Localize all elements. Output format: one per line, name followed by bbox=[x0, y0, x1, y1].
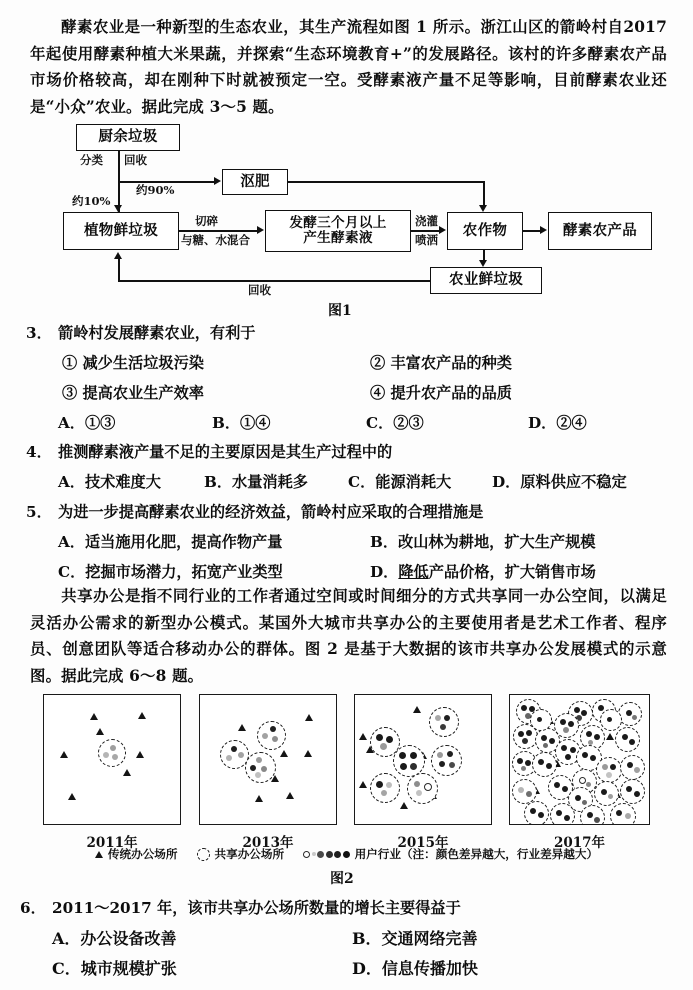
traditional-office-marker bbox=[60, 751, 68, 758]
question-6-option-d[interactable]: D．信息传播加快 bbox=[352, 959, 478, 978]
user-industry-dot bbox=[625, 813, 631, 819]
flow-box-agri-fresh-waste-label: 农业鲜垃圾 bbox=[449, 271, 523, 289]
flow-box-crops bbox=[447, 212, 523, 250]
panel-2011-label: 2011年 bbox=[86, 835, 138, 851]
question-5-option-d-underline: 降低 bbox=[398, 563, 429, 581]
flow-box-crops-label: 农作物 bbox=[462, 221, 508, 239]
user-industry-dot bbox=[602, 764, 608, 770]
question-3-option-d[interactable]: D．②④ bbox=[528, 414, 587, 432]
question-5-stem: 为进一步提高酵素农业的经济效益，箭岭村应采取的合理措施是 bbox=[58, 503, 484, 521]
flow-line-crops-down bbox=[483, 250, 485, 260]
legend-traditional-label: 传统办公场所 bbox=[107, 847, 178, 861]
user-industry-dot bbox=[410, 752, 417, 759]
user-industry-dot bbox=[594, 734, 600, 740]
user-industry-dot bbox=[414, 781, 420, 787]
user-industry-dot bbox=[579, 777, 586, 784]
question-5-number: 5． bbox=[26, 503, 52, 521]
shared-office-cluster bbox=[431, 745, 462, 776]
flow-label-mix: 与糖、水混合 bbox=[181, 233, 250, 247]
user-industry-dot bbox=[570, 747, 576, 753]
question-3-statement-2: ② 丰富农产品的种类 bbox=[370, 354, 512, 372]
flow-box-enzyme-products bbox=[548, 212, 652, 250]
traditional-office-marker bbox=[136, 751, 144, 758]
traditional-office-marker bbox=[68, 793, 76, 800]
shared-office-cluster bbox=[98, 739, 126, 767]
question-4-stem: 推测酵素液产量不足的主要原因是其生产过程中的 bbox=[58, 443, 393, 461]
flow-box-compost bbox=[222, 169, 288, 195]
panel-2015 bbox=[354, 694, 492, 825]
flow-arrow-to-crops bbox=[439, 226, 446, 234]
traditional-office-marker bbox=[400, 802, 408, 809]
shared-office-cluster bbox=[370, 773, 400, 803]
traditional-office-marker bbox=[255, 795, 263, 802]
user-industry-dot bbox=[521, 766, 526, 771]
flow-label-irrigate: 浇灌 bbox=[415, 214, 438, 228]
question-6-stem: 2011～2017 年，该市共享办公场所数量的增长主要得益于 bbox=[52, 899, 461, 917]
passage-1-text: 酵素农业是一种新型的生态农业，其生产流程如图 1 所示。浙江山区的箭岭村自2017 年起使用酵素种植大米果蔬，并探索“生态环境教育+”的发展路径。该村的许多酵素农产品市场价格较高，却在刚种下时就被预定一空。受酵素液产量不足等影响，目前酵素农业还是“小众”农业。据此完成 3～5 题。 bbox=[30, 18, 667, 116]
question-3-statement-4: ④ 提升农产品的品质 bbox=[370, 384, 512, 402]
user-industry-dot bbox=[250, 765, 256, 771]
user-industry-dot bbox=[546, 763, 552, 769]
user-industry-dot bbox=[607, 717, 612, 722]
user-industry-dot bbox=[376, 781, 383, 788]
flow-arrow-crops-to-agriwaste bbox=[479, 260, 487, 267]
legend-industry-label: 用户行业（注：颜色差异越大，行业差异越大） bbox=[354, 847, 599, 861]
question-5-option-c[interactable]: C．挖掘市场潜力，拓宽产业类型 bbox=[58, 563, 283, 581]
user-industry-dot bbox=[587, 812, 593, 818]
shared-office-cluster bbox=[596, 757, 622, 783]
user-industry-dot bbox=[629, 739, 635, 745]
flow-box-ferment-label-line2: 产生酵素液 bbox=[303, 230, 373, 246]
user-industry-dot bbox=[226, 755, 232, 761]
panel-2011 bbox=[43, 694, 181, 825]
flow-label-recycle-top: 回收 bbox=[124, 153, 147, 167]
traditional-office-marker bbox=[123, 769, 131, 776]
question-3-number: 3． bbox=[26, 324, 52, 342]
shared-office-cluster bbox=[530, 709, 552, 731]
shared-office-cluster bbox=[407, 773, 438, 804]
user-industry-dot bbox=[381, 790, 387, 796]
shared-office-cluster bbox=[550, 803, 575, 825]
panel-2017 bbox=[509, 694, 650, 825]
question-6-option-b[interactable]: B．交通网络完善 bbox=[352, 929, 478, 948]
user-industry-dot bbox=[380, 743, 387, 750]
user-industry-dot bbox=[538, 759, 544, 765]
traditional-office-marker bbox=[96, 728, 104, 735]
question-3-stem: 箭岭村发展酵素农业，有利于 bbox=[58, 324, 256, 342]
user-industry-dot bbox=[272, 736, 278, 742]
user-industry-dot bbox=[399, 752, 406, 759]
traditional-office-marker bbox=[286, 792, 294, 799]
user-industry-dot bbox=[590, 755, 596, 761]
question-6-number: 6． bbox=[20, 899, 46, 917]
user-industry-dot bbox=[262, 733, 268, 739]
question-5-option-b[interactable]: B．改山林为耕地，扩大生产规模 bbox=[370, 533, 596, 551]
shared-office-cluster bbox=[245, 752, 276, 783]
user-industry-dot bbox=[526, 791, 532, 797]
flow-arrow-to-plant-waste bbox=[114, 205, 122, 212]
traditional-office-marker bbox=[413, 706, 421, 713]
figure-2-caption: 图2 bbox=[330, 871, 354, 887]
user-industry-dot bbox=[565, 754, 571, 760]
flow-box-enzyme-products-label: 酵素农产品 bbox=[563, 221, 637, 239]
user-industry-dot bbox=[386, 736, 393, 743]
user-industry-dot bbox=[560, 719, 566, 725]
user-industry-dot bbox=[622, 734, 628, 740]
user-industry-dot bbox=[598, 705, 604, 711]
user-industry-dot bbox=[522, 738, 528, 744]
user-industry-dot bbox=[440, 724, 446, 730]
user-industry-dot bbox=[435, 715, 441, 721]
flow-box-ferment-label-line1: 发酵三个月以上 bbox=[289, 214, 387, 231]
flow-arrow-to-compost bbox=[214, 177, 221, 185]
user-industry-dot bbox=[261, 766, 267, 772]
user-industry-dot bbox=[447, 751, 453, 757]
user-industry-dot bbox=[541, 735, 547, 741]
traditional-office-marker bbox=[304, 750, 312, 757]
user-industry-dot bbox=[627, 762, 633, 768]
shared-office-cluster bbox=[429, 707, 459, 737]
user-industry-dot bbox=[594, 817, 600, 823]
question-3-option-c[interactable]: C．②③ bbox=[366, 414, 424, 432]
passage-1 bbox=[30, 14, 667, 120]
user-industry-dot bbox=[416, 790, 422, 796]
user-industry-dot bbox=[238, 752, 244, 758]
user-industry-dot bbox=[581, 710, 587, 716]
traditional-office-marker bbox=[280, 750, 288, 757]
question-4-number: 4． bbox=[26, 443, 52, 461]
flow-line-plant-to-ferment bbox=[179, 230, 257, 232]
user-industry-dot bbox=[561, 745, 567, 751]
shared-office-cluster bbox=[620, 779, 645, 804]
flow-label-spray: 喷洒 bbox=[415, 233, 438, 247]
user-industry-dot bbox=[537, 717, 542, 722]
flow-label-pct10: 约10% bbox=[72, 194, 111, 208]
user-industry-dot bbox=[449, 762, 455, 768]
user-industry-dot bbox=[270, 726, 276, 732]
flow-arrow-compost-to-crops bbox=[479, 205, 487, 212]
triangle-icon bbox=[95, 851, 103, 858]
flow-box-kitchen-waste bbox=[76, 124, 180, 151]
question-5-option-d[interactable]: D．降低产品价格，扩大销售市场 bbox=[370, 563, 596, 581]
question-4-option-b[interactable]: B．水量消耗多 bbox=[204, 473, 308, 491]
user-industry-dot bbox=[575, 795, 581, 801]
flow-box-compost-label: 沤肥 bbox=[240, 172, 270, 190]
user-industry-dot bbox=[549, 738, 555, 744]
user-industry-dot bbox=[568, 721, 574, 727]
question-5-option-d-rest: 产品价格，扩大销售市场 bbox=[428, 563, 596, 581]
question-6-option-a[interactable]: A．办公设备改善 bbox=[52, 929, 177, 948]
legend-item-shared bbox=[197, 846, 285, 862]
user-industry-dot bbox=[400, 763, 407, 770]
shared-office-cluster bbox=[580, 805, 605, 825]
panel-2017-label: 2017年 bbox=[553, 835, 606, 851]
shared-office-cluster bbox=[594, 781, 619, 806]
legend-shared-label: 共享办公场所 bbox=[214, 847, 285, 861]
user-industry-dot bbox=[606, 772, 612, 778]
user-industry-dot bbox=[231, 746, 237, 752]
traditional-office-marker bbox=[238, 724, 246, 731]
user-industry-dot bbox=[103, 752, 109, 758]
user-industry-dot bbox=[586, 731, 592, 737]
user-industry-dot bbox=[110, 745, 116, 751]
user-industry-dot bbox=[554, 782, 560, 788]
user-industry-dot bbox=[521, 705, 527, 711]
color-ramp-icon bbox=[303, 851, 350, 858]
user-industry-dot bbox=[386, 782, 392, 788]
user-industry-dot bbox=[424, 783, 432, 791]
user-industry-dot bbox=[530, 808, 536, 814]
flow-label-sort: 分类 bbox=[80, 153, 103, 167]
user-industry-dot bbox=[610, 764, 616, 770]
figure-1-caption: 图1 bbox=[328, 303, 352, 319]
question-3-statement-1: ① 减少生活垃圾污染 bbox=[62, 354, 204, 372]
user-industry-dot bbox=[634, 767, 640, 773]
passage-2 bbox=[30, 583, 667, 689]
user-industry-dot bbox=[517, 758, 523, 764]
user-industry-dot bbox=[525, 760, 531, 766]
panel-2013 bbox=[199, 694, 337, 825]
user-industry-dot bbox=[564, 815, 570, 821]
shared-office-cluster bbox=[257, 721, 286, 750]
flow-label-pct90: 约90% bbox=[136, 183, 175, 197]
user-industry-dot bbox=[608, 794, 613, 799]
traditional-office-marker bbox=[606, 733, 614, 740]
user-industry-dot bbox=[601, 789, 607, 795]
question-3-statement-3: ③ 提高农业生产效率 bbox=[62, 384, 204, 402]
question-3-option-a[interactable]: A．①③ bbox=[58, 414, 116, 432]
legend-item-industry bbox=[303, 846, 598, 862]
user-industry-dot bbox=[410, 763, 417, 770]
shared-office-cluster bbox=[600, 709, 622, 731]
shared-office-cluster bbox=[620, 755, 645, 780]
user-industry-dot bbox=[255, 772, 261, 778]
flow-line-ferment-to-crops bbox=[411, 230, 439, 232]
dashed-circle-icon bbox=[197, 848, 210, 861]
user-industry-dot bbox=[376, 734, 383, 741]
user-industry-dot bbox=[538, 812, 544, 818]
user-industry-dot bbox=[518, 787, 524, 793]
flow-box-plant-fresh-waste bbox=[63, 212, 179, 250]
user-industry-dot bbox=[437, 752, 443, 758]
question-4-option-c[interactable]: C．能源消耗大 bbox=[348, 473, 452, 491]
user-industry-dot bbox=[518, 731, 524, 737]
shared-office-cluster bbox=[524, 801, 549, 825]
flow-line-compost-right bbox=[288, 181, 485, 183]
flow-label-recycle-bottom: 回收 bbox=[248, 283, 271, 297]
flow-box-ferment bbox=[265, 210, 411, 252]
user-industry-dot bbox=[562, 786, 568, 792]
user-industry-dot bbox=[563, 727, 569, 733]
user-industry-dot bbox=[439, 761, 445, 767]
figure-1-flowchart bbox=[0, 122, 693, 302]
user-industry-dot bbox=[556, 810, 562, 816]
user-industry-dot bbox=[444, 715, 450, 721]
flow-box-agri-fresh-waste bbox=[430, 267, 542, 294]
question-4-option-a[interactable]: A．技术难度大 bbox=[58, 473, 161, 491]
flow-line-recycle-bottom bbox=[118, 280, 430, 282]
panel-2015-label: 2015年 bbox=[397, 835, 449, 851]
question-4-option-d[interactable]: D．原料供应不稳定 bbox=[492, 473, 627, 491]
flow-label-chop: 切碎 bbox=[195, 214, 218, 228]
user-industry-dot bbox=[112, 754, 118, 760]
user-industry-dot bbox=[626, 786, 632, 792]
shared-office-cluster bbox=[532, 752, 557, 777]
flow-arrow-to-products bbox=[540, 226, 547, 234]
flow-arrow-to-ferment bbox=[257, 226, 264, 234]
flow-line-compost-down bbox=[483, 181, 485, 205]
user-industry-dot bbox=[582, 800, 587, 805]
traditional-office-marker bbox=[305, 714, 313, 721]
figure-2-legend bbox=[0, 846, 693, 862]
traditional-office-marker bbox=[359, 733, 367, 740]
flow-arrow-recycle-to-plant-waste bbox=[114, 252, 122, 259]
traditional-office-marker bbox=[359, 781, 367, 788]
question-5-option-a[interactable]: A．适当施用化肥，提高作物产量 bbox=[58, 533, 283, 551]
user-industry-dot bbox=[632, 715, 637, 720]
user-industry-dot bbox=[574, 707, 580, 713]
panel-2013-label: 2013年 bbox=[242, 835, 294, 851]
user-industry-dot bbox=[526, 730, 532, 736]
legend-item-traditional bbox=[95, 846, 178, 862]
user-industry-dot bbox=[582, 752, 588, 758]
question-3-option-b[interactable]: B．①④ bbox=[212, 414, 271, 432]
flow-line-recycle-up bbox=[118, 259, 120, 280]
user-industry-dot bbox=[543, 743, 548, 748]
shared-office-cluster bbox=[610, 803, 636, 825]
flow-line-crops-to-products bbox=[523, 230, 540, 232]
user-industry-dot bbox=[634, 791, 640, 797]
traditional-office-marker bbox=[138, 712, 146, 719]
flow-box-plant-fresh-waste-label: 植物鲜垃圾 bbox=[84, 221, 158, 239]
user-industry-dot bbox=[256, 757, 262, 763]
user-industry-dot bbox=[586, 782, 591, 787]
user-industry-dot bbox=[626, 710, 632, 716]
question-6-option-c[interactable]: C．城市规模扩张 bbox=[52, 959, 177, 978]
shared-office-cluster bbox=[615, 727, 640, 752]
passage-2-text: 共享办公是指不同行业的工作者通过空间或时间细分的方式共享同一办公空间，以满足灵活办公需求的新型办公模式。某国外大城市共享办公的主要使用者是艺术工作者、程序员、创意团队等适合移动办公的群体。图 2 是基于大数据的该市共享办公发展模式的示意图。据此完成 6～8 题。 bbox=[30, 587, 667, 685]
traditional-office-marker bbox=[90, 713, 98, 720]
user-industry-dot bbox=[616, 810, 622, 816]
flow-box-kitchen-waste-label: 厨余垃圾 bbox=[98, 128, 158, 146]
